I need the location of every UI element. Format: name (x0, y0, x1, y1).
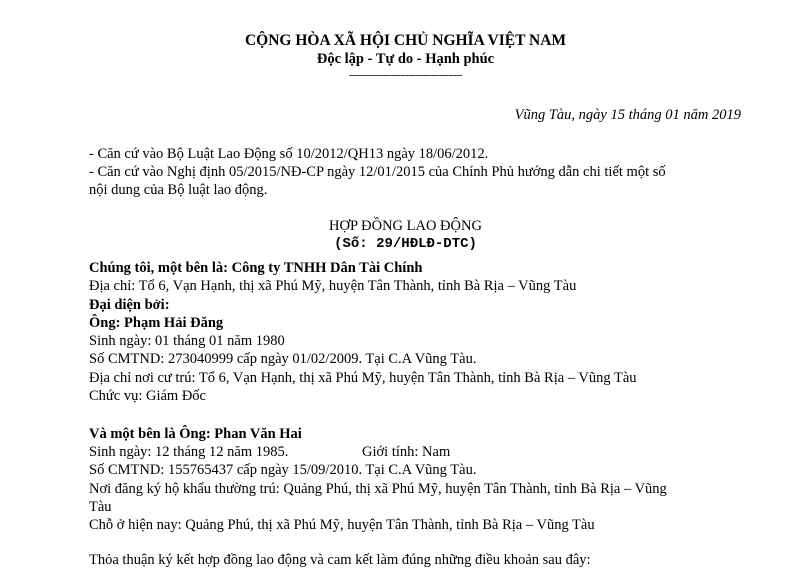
party-a-company: Công ty TNHH Dân Tài Chính (231, 260, 423, 276)
party-a-residence: Địa chỉ nơi cư trú: Tổ 6, Vạn Hạnh, thị xã Phú Mỹ, huyện Tân Thành, tỉnh Bà Rịa – Vũng Tàu (89, 370, 637, 386)
contract-number: (Số: 29/HĐLĐ-DTC) (334, 236, 477, 252)
party-b-household-cont: Tàu (89, 499, 112, 515)
party-a-rep-name: Ông: Phạm Hải Đăng (89, 315, 224, 331)
legal-basis-2-cont: nội dung của Bộ luật lao động. (89, 182, 268, 198)
party-b-id-card: Số CMTND: 155765437 cấp ngày 15/09/2010. Tại C.A Vũng Tàu. (89, 462, 477, 478)
date-place: Vũng Tàu, ngày 15 tháng 01 năm 2019 (514, 107, 741, 123)
header-divider: ---------------------------------------- (348, 70, 463, 81)
party-a-intro (89, 259, 422, 277)
party-b-current-address: Chỗ ở hiện nay: Quảng Phú, thị xã Phú Mỹ, huyện Tân Thành, tỉnh Bà Rịa – Vũng Tàu (89, 517, 595, 533)
party-a-id-card: Số CMTND: 273040999 cấp ngày 01/02/2009. Tại C.A Vũng Tàu. (89, 351, 477, 367)
party-a-position: Chức vụ: Giám Đốc (89, 388, 206, 404)
party-b-intro: Và một bên là Ông: Phan Văn Hai (89, 426, 302, 442)
party-a-rep-label: Đại diện bởi: (89, 297, 170, 313)
party-a-intro-label: Chúng tôi, một bên là: (89, 260, 232, 276)
party-a-dob: Sinh ngày: 01 tháng 01 năm 1980 (89, 333, 285, 349)
party-b-gender: Giới tính: Nam (362, 444, 451, 460)
agreement-statement: Thỏa thuận ký kết hợp đồng lao động và cam kết làm đúng những điều khoản sau đây: (89, 552, 591, 568)
nation-header: CỘNG HÒA XÃ HỘI CHỦ NGHĨA VIỆT NAM (244, 32, 567, 49)
motto: Độc lập - Tự do - Hạnh phúc (316, 51, 495, 67)
party-b-dob: Sinh ngày: 12 tháng 12 năm 1985. (89, 444, 289, 460)
party-b-household: Nơi đăng ký hộ khẩu thường trú: Quảng Phú, thị xã Phú Mỹ, huyện Tân Thành, tỉnh Bà Rịa – Vũng (89, 481, 667, 497)
legal-basis-2: - Căn cứ vào Nghị định 05/2015/NĐ-CP ngày 12/01/2015 của Chính Phủ hướng dẫn chi tiết một số (89, 164, 666, 180)
legal-basis-1: - Căn cứ vào Bộ Luật Lao Động số 10/2012/QH13 ngày 18/06/2012. (89, 146, 489, 162)
document-title: HỢP ĐỒNG LAO ĐỘNG (329, 218, 482, 234)
party-a-address: Địa chỉ: Tổ 6, Vạn Hạnh, thị xã Phú Mỹ, huyện Tân Thành, tỉnh Bà Rịa – Vũng Tàu (89, 278, 577, 294)
